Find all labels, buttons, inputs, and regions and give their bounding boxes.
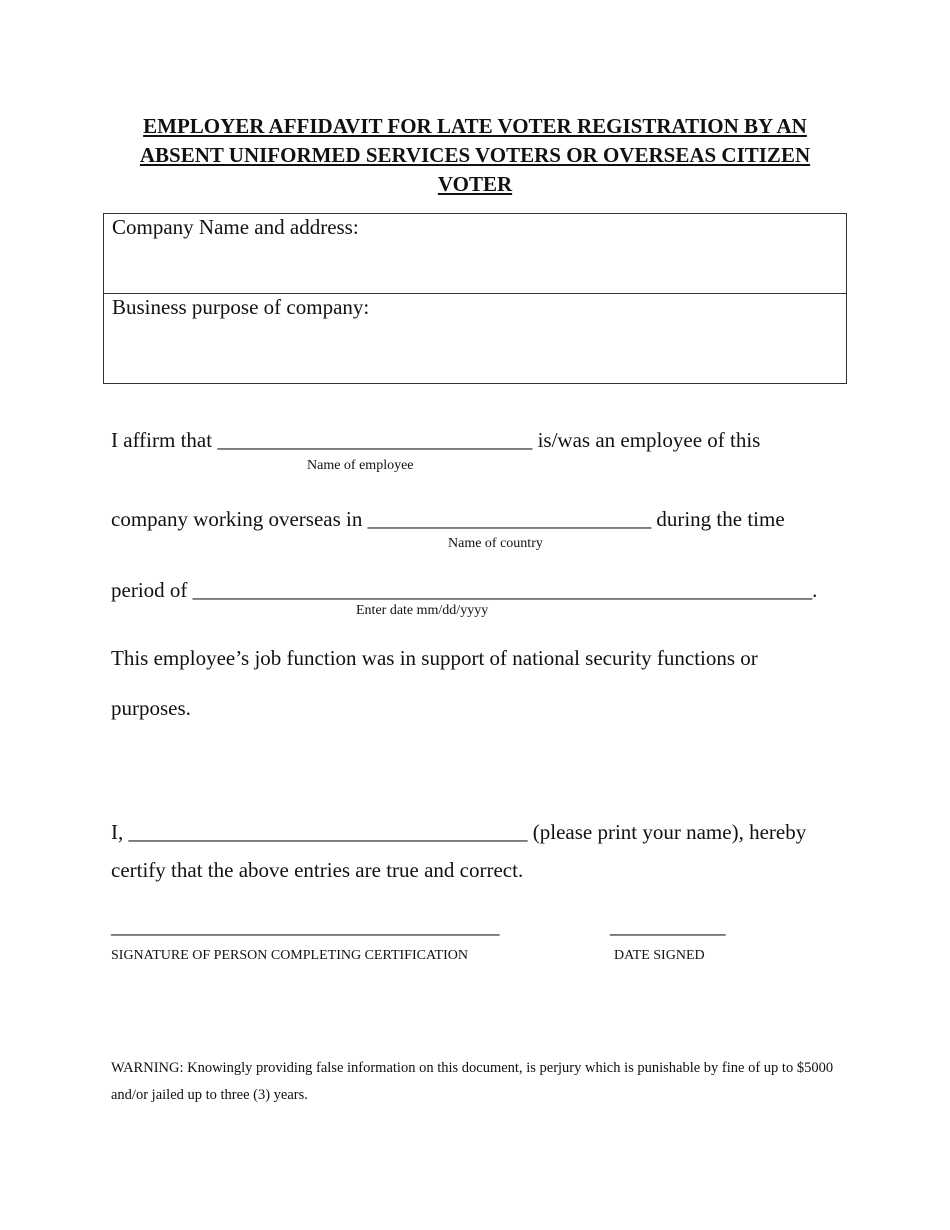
employee-name-caption: Name of employee (307, 458, 414, 473)
business-purpose-label: Business purpose of company: (112, 295, 370, 319)
date-caption: Enter date mm/dd/yyyy (356, 603, 489, 618)
signature-label: SIGNATURE OF PERSON COMPLETING CERTIFICATION (111, 948, 468, 963)
job-function-statement-cont: purposes. (111, 696, 191, 720)
title-line-2: ABSENT UNIFORMED SERVICES VOTERS OR OVERSEAS CITIZEN (139, 143, 811, 167)
title-line-3: VOTER (437, 172, 513, 196)
affirm-country-line[interactable]: company working overseas in ___________________________ during the time (111, 507, 785, 531)
date-signed-line[interactable]: ___________ (610, 914, 726, 938)
job-function-statement: This employee’s job function was in support of national security functions or (111, 646, 758, 670)
date-signed-label: DATE SIGNED (614, 948, 705, 963)
company-info-box (103, 213, 847, 384)
business-purpose-field[interactable] (104, 294, 846, 383)
perjury-warning: WARNING: Knowingly providing false information on this document, is perjury which is punishable by fine of up to $5000 and/or jailed up to three (3) years. (111, 1060, 834, 1103)
title-line-1: EMPLOYER AFFIDAVIT FOR LATE VOTER REGISTRATION BY AN (143, 114, 807, 138)
country-caption: Name of country (448, 536, 543, 551)
document-title (100, 112, 850, 199)
affirm-period-line[interactable]: period of ___________________________________________________________. (111, 578, 818, 602)
signature-line[interactable]: _____________________________________ (111, 914, 500, 938)
affirm-employee-line[interactable]: I affirm that ______________________________ is/was an employee of this (111, 428, 761, 452)
company-name-field[interactable] (104, 214, 846, 294)
certify-name-line[interactable]: I, ______________________________________ (please print your name), hereby (111, 820, 807, 844)
company-name-label: Company Name and address: (112, 215, 359, 239)
certify-statement: certify that the above entries are true and correct. (111, 858, 524, 882)
